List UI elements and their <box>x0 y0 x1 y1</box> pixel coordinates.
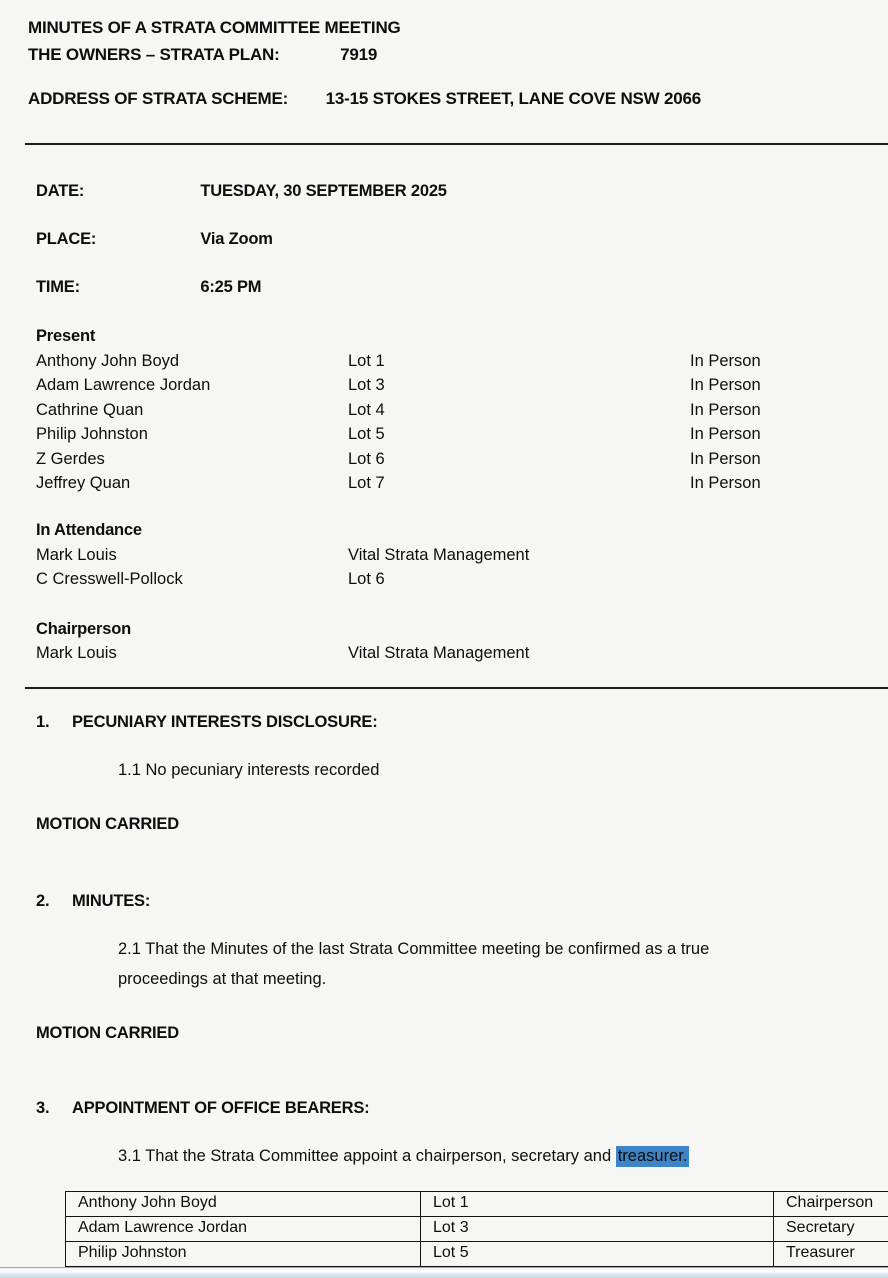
section-1 <box>36 710 888 785</box>
table-row <box>66 1191 888 1216</box>
motion-carried-2: MOTION CARRIED <box>36 1023 179 1042</box>
selected-text-highlight: treasurer. <box>617 1146 688 1165</box>
divider-top <box>25 143 888 145</box>
section-2-item-line2: proceedings at that meeting. <box>118 969 327 988</box>
attendee-mode: In Person <box>690 376 761 395</box>
attendee-name: Anthony John Boyd <box>36 351 180 370</box>
address-value: 13-15 STOKES STREET, LANE COVE NSW 2066 <box>325 89 702 108</box>
divider-middle <box>25 687 888 689</box>
bearer-role: Chairperson <box>774 1191 888 1216</box>
attendance-row <box>36 543 888 568</box>
section-title-text: APPOINTMENT OF OFFICE BEARERS: <box>72 1098 370 1117</box>
attendee-lot: Lot 5 <box>348 425 385 444</box>
present-row <box>36 349 888 374</box>
bearer-name: Philip Johnston <box>66 1241 421 1266</box>
attendee-name: Jeffrey Quan <box>36 474 131 493</box>
date-value: TUESDAY, 30 SEPTEMBER 2025 <box>200 182 447 200</box>
date-row <box>36 179 888 203</box>
in-attendance-section <box>36 518 888 592</box>
attendee-lot: Lot 6 <box>348 449 385 468</box>
section-1-item: 1.1 No pecuniary interests recorded <box>118 760 380 779</box>
place-label: PLACE: <box>36 230 97 248</box>
attendee-lot: Lot 7 <box>348 474 385 493</box>
address-line <box>28 85 888 112</box>
section-2 <box>36 889 888 994</box>
window-edge-bar <box>0 1267 888 1278</box>
chairperson-section <box>36 617 888 666</box>
attendee-mode: In Person <box>690 400 761 419</box>
bearer-lot: Lot 3 <box>421 1216 774 1241</box>
section-3-item-text: 3.1 That the Strata Committee appoint a chairperson, secretary and <box>118 1146 616 1165</box>
bearer-name: Adam Lawrence Jordan <box>66 1216 421 1241</box>
table-row <box>66 1241 888 1266</box>
place-row <box>36 227 888 251</box>
attendee-name: Z Gerdes <box>36 449 105 468</box>
attendee-detail: Lot 6 <box>348 570 385 589</box>
present-row <box>36 373 888 398</box>
section-number: 2. <box>36 891 50 910</box>
section-3 <box>36 1096 888 1171</box>
section-2-title <box>36 889 888 913</box>
bearer-lot: Lot 1 <box>421 1191 774 1216</box>
attendee-name: Adam Lawrence Jordan <box>36 376 211 395</box>
section-title-text: PECUNIARY INTERESTS DISCLOSURE: <box>72 712 378 731</box>
section-2-item-line1: 2.1 That the Minutes of the last Strata Committee meeting be confirmed as a true <box>118 939 710 958</box>
address-label: ADDRESS OF STRATA SCHEME: <box>28 89 289 108</box>
bearer-role: Secretary <box>774 1216 888 1241</box>
bearer-name: Anthony John Boyd <box>66 1191 421 1216</box>
section-2-item <box>118 934 888 994</box>
time-row <box>36 275 888 299</box>
attendee-name: Cathrine Quan <box>36 400 144 419</box>
plan-number: 7919 <box>340 45 378 64</box>
bearer-role: Treasurer <box>774 1241 888 1266</box>
bearer-lot: Lot 5 <box>421 1241 774 1266</box>
owners-plan-label: THE OWNERS – STRATA PLAN: <box>28 45 280 64</box>
attendee-lot: Lot 3 <box>348 376 385 395</box>
attendee-lot: Lot 1 <box>348 351 385 370</box>
attendee-name: Philip Johnston <box>36 425 148 444</box>
in-attendance-heading: In Attendance <box>36 521 142 540</box>
present-heading: Present <box>36 327 96 345</box>
chairperson-heading: Chairperson <box>36 619 131 638</box>
place-value: Via Zoom <box>200 230 273 248</box>
present-row <box>36 422 888 447</box>
attendee-detail: Vital Strata Management <box>348 545 530 564</box>
attendee-mode: In Person <box>690 425 761 444</box>
motion-carried-1: MOTION CARRIED <box>36 814 179 833</box>
chairperson-row <box>36 641 888 666</box>
attendance-row <box>36 567 888 592</box>
attendee-mode: In Person <box>690 351 761 370</box>
attendee-name: C Cresswell-Pollock <box>36 570 183 589</box>
owners-plan-line <box>28 41 888 68</box>
section-3-title <box>36 1096 888 1120</box>
attendee-detail: Vital Strata Management <box>348 644 530 663</box>
section-3-item <box>118 1141 888 1171</box>
attendee-mode: In Person <box>690 449 761 468</box>
attendee-mode: In Person <box>690 474 761 493</box>
time-value: 6:25 PM <box>200 278 262 296</box>
time-label: TIME: <box>36 278 80 296</box>
present-row <box>36 398 888 423</box>
present-section <box>36 324 888 496</box>
table-row <box>66 1216 888 1241</box>
document-title: MINUTES OF A STRATA COMMITTEE MEETING <box>28 18 401 37</box>
attendee-lot: Lot 4 <box>348 400 385 419</box>
attendee-name: Mark Louis <box>36 545 117 564</box>
section-title-text: MINUTES: <box>72 891 151 910</box>
section-number: 1. <box>36 712 50 731</box>
office-bearers-table <box>65 1191 888 1267</box>
present-row <box>36 471 888 496</box>
attendee-name: Mark Louis <box>36 644 117 663</box>
meeting-info <box>36 179 888 299</box>
date-label: DATE: <box>36 182 85 200</box>
section-number: 3. <box>36 1098 50 1117</box>
section-1-title <box>36 710 888 734</box>
present-row <box>36 447 888 472</box>
